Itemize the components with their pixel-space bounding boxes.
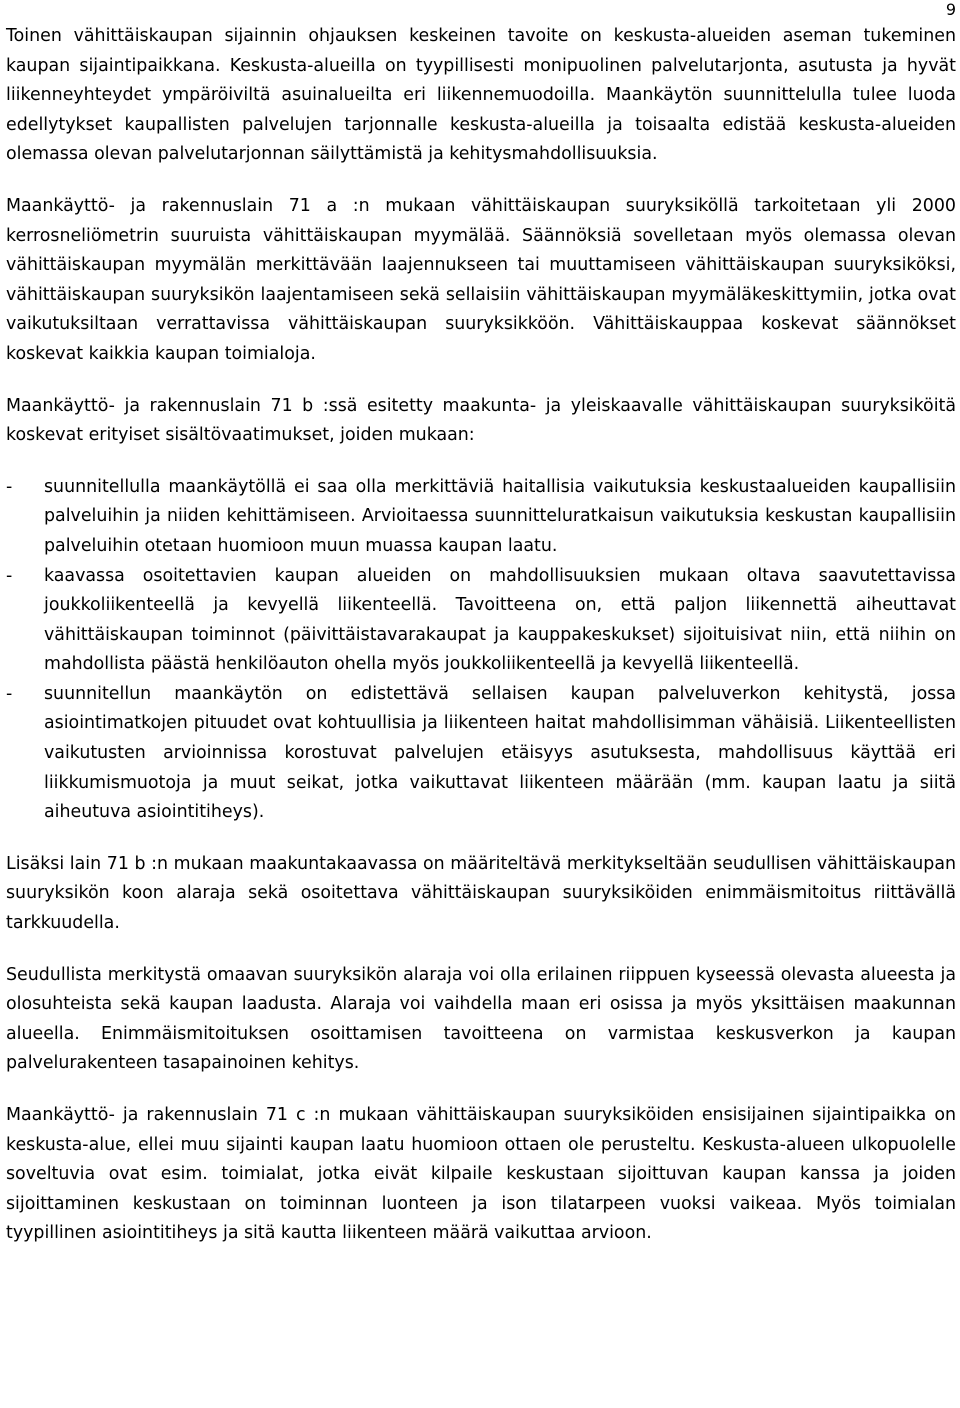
list-item-text: suunnitellulla maankäytöllä ei saa olla merkittäviä haitallisia vaikutuksia keskustaalueiden kaupallisiin palveluihin ja niiden kehittämiseen. Arvioitaessa suunnitteluratkaisun vaikutuksia keskustan kaupallisiin palveluihin otetaan huomioon muun muassa kaupan laatu. <box>44 476 956 556</box>
list-item-text: suunnitellun maankäytön on edistettävä sellaisen kaupan palveluverkon kehitystä, jossa asiointimatkojen pituudet ovat kohtuullisia ja liikenteen haitat mahdollisimman vähäisiä. Liikenteellisten vaikutusten arvioinnissa korostuvat palvelujen etäisyys asutuksesta, mahdollisuus käyttää eri liikkumismuotoja ja muut seikat, jotka vaikuttavat liikenteen määrään (mm. kaupan laatu ja siitä aiheutuva asiointitiheys). <box>44 683 956 823</box>
document-body <box>6 22 956 1271</box>
paragraph-regional-size-limit: Lisäksi lain 71 b :n mukaan maakuntakaavassa on määriteltävä merkitykseltään seudullisen vähittäiskaupan suuryksikön koon alaraja sekä osoitettava vähittäiskaupan suuryksiköiden enimmäismitoitus riittävällä tarkkuudella. <box>6 853 956 934</box>
paragraph-section-71b-intro: Maankäyttö- ja rakennuslain 71 b :ssä esitetty maakunta- ja yleiskaavalle vähittäiskaupan suuryksiköitä koskevat erityiset sisältövaatimukset, joiden mukaan: <box>6 395 956 446</box>
list-item-text: kaavassa osoitettavien kaupan alueiden on mahdollisuuksien mukaan oltava saavutettavissa joukkoliikenteellä ja kevyellä liikenteellä. Tavoitteena on, että paljon liikennettä aiheuttavat vähittäiskaupan toiminnot (päivittäistavarakaupat ja kauppakeskukset) sijoituisivat niin, että niihin on mahdollista päästä henkilöauton ohella myös joukkoliikenteellä ja kevyellä liikenteellä. <box>44 565 956 675</box>
paragraph-store-location-goals: Toinen vähittäiskaupan sijainnin ohjauksen keskeinen tavoite on keskusta-alueiden aseman tukeminen kaupan sijaintipaikkana. Keskusta-alueilla on tyypillisesti monipuolinen palvelutarjonta, asutusta ja hyvät liikenneyhteydet ympäröiviltä asuinalueilta eri liikennemuodoilla. Maankäytön suunnittelulla tulee luoda edellytykset kaupallisten palvelujen tarjonnalle keskusta-alueilla ja toisaalta edistää keskusta-alueiden olemassa olevan palvelutarjonnan säilyttämistä ja kehitysmahdollisuuksia. <box>6 26 956 165</box>
paragraph-lower-limit: Seudullista merkitystä omaavan suuryksikön alaraja voi olla erilainen riippuen kyseessä olevasta alueesta ja olosuhteista sekä kaupan laadusta. Alaraja voi vaihdella maan eri osissa ja myös yksittäisen maakunnan alueella. Enimmäismitoituksen osoittamisen tavoitteena on varmistaa keskusverkon ja kaupan palvelurakenteen tasapainoinen kehitys. <box>6 964 956 1074</box>
requirements-list <box>6 473 956 828</box>
list-item <box>6 680 956 828</box>
list-item <box>6 562 956 680</box>
bullet-dash: - <box>6 565 13 586</box>
list-item <box>6 473 956 562</box>
bullet-dash: - <box>6 476 13 497</box>
bullet-dash: - <box>6 683 13 704</box>
paragraph-section-71c: Maankäyttö- ja rakennuslain 71 c :n mukaan vähittäiskaupan suuryksiköiden ensisijainen sijaintipaikka on keskusta-alue, ellei muu sijainti kaupan laatu huomioon ottaen ole perusteltu. Keskusta-alueen ulkopuolelle soveltuvia ovat esim. toimialat, jotka eivät kilpaile keskustaan sijoittuvan kaupan kanssa ja joiden sijoittaminen keskustaan on toiminnan luonteen ja ison tilatarpeen vuoksi vaikeaa. Myös toimialan tyypillinen asiointitiheys ja sitä kautta liikenteen määrä vaikuttaa arvioon. <box>6 1105 956 1244</box>
paragraph-section-71a: Maankäyttö- ja rakennuslain 71 a :n mukaan vähittäiskaupan suuryksiköllä tarkoitetaan yli 2000 kerrosneliömetrin suuruista vähittäiskaupan myymälää. Säännöksiä sovelletaan myös olemassa olevan vähittäiskaupan myymälän merkittävään laajennukseen tai muuttamiseen vähittäiskaupan suuryksiköksi, vähittäiskaupan suuryksikön laajentamiseen sekä sellaisiin vähittäiskaupan myymäläkeskittymiin, jotka ovat vaikutuksiltaan verrattavissa vähittäiskaupan suuryksikköön. Vähittäiskauppaa koskevat säännökset koskevat kaikkia kaupan toimialoja. <box>6 195 956 364</box>
page-number: 9 <box>945 0 956 19</box>
